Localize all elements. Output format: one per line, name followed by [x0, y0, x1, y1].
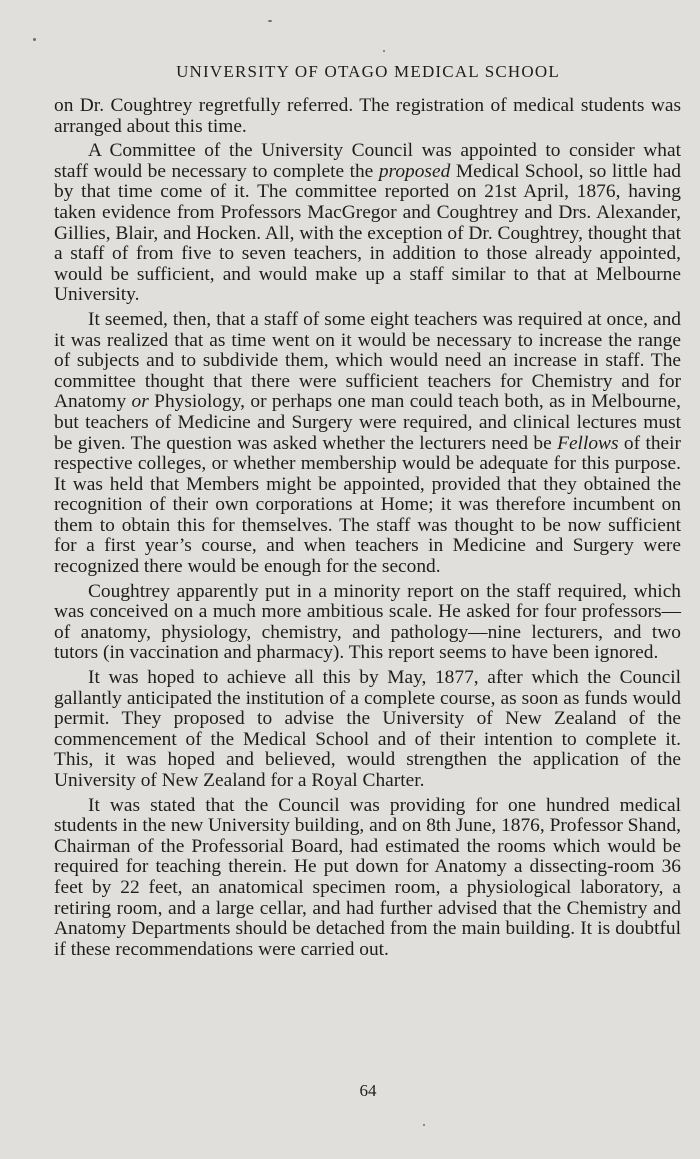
paper-speck: [423, 1124, 425, 1126]
italic-run: proposed: [378, 160, 451, 182]
paper-speck: [383, 50, 385, 52]
text-run: It was hoped to achieve all this by May, 1877, after which the Council gallantly anticipated the institution of a complete course, as soon as funds would permit. They proposed to advise the University of New Zealand of the commencement of the Medical School and of their intention to complete it. This, it was hoped and believed, would strengthen the application of the University of New Zealand for a Royal Charter.: [54, 667, 681, 791]
text-run: Physiology, or perhaps one man could teach both, as in Melbourne, but teachers of Medicine and Surgery were required, and clinical lectures must be given. The question was asked whether the lecturers need be: [54, 391, 682, 454]
text-run: It was stated that the Council was providing for one hundred medical students in the new University building, and on 8th June, 1876, Professor Shand, Chairman of the Professorial Board, had estimated the rooms which would be required for teaching therein. He put down for Anatomy a dissecting-room 36 feet by 22 feet, an anatomical specimen room, a physiological laboratory, a retiring room, and a large cellar, and had further advised that the Chemistry and Anatomy Departments should be detached from the main building. It is doubtful if these recommendations were carried out.: [54, 794, 681, 960]
text-run: A Committee of the University Council was appointed to consider what staff would be necessary to complete the: [54, 140, 681, 182]
paper-speck: [33, 38, 36, 41]
paragraph: [54, 96, 681, 137]
page-number: 64: [359, 1081, 377, 1100]
paragraph: [54, 668, 681, 792]
paragraph: [54, 796, 681, 961]
text-run: It seemed, then, that a staff of some eight teachers was required at once, and it was realized that as time went on it would be necessary to increase the range of subjects and to subdivide them, which would need an increase in staff. The committee thought that there were sufficient teachers for Chemistry and for Anatomy: [54, 308, 681, 413]
paragraph: [54, 141, 681, 306]
paragraph: [54, 582, 681, 664]
paragraph: [54, 310, 681, 578]
text-run: on Dr. Coughtrey regretfully referred. The registration of medical students was arranged about this time.: [54, 95, 681, 137]
italic-run: or: [131, 391, 149, 413]
text-run: Medical School, so little had by that time come of it. The committee reported on 21st April, 1876, having taken evidence from Professors MacGregor and Coughtrey and Drs. Alexander, Gillies, Blair, and Hocken. All, with the exception of Dr. Coughtrey, thought that a staff of from five to seven teachers, in addition to those already appointed, would be sufficient, and would make up a staff similar to that at Melbourne University.: [54, 160, 681, 306]
body-text: [54, 96, 681, 964]
running-head: UNIVERSITY OF OTAGO MEDICAL SCHOOL: [176, 62, 560, 81]
paper-speck: [268, 20, 272, 22]
text-run: of their respective colleges, or whether membership would be adequate for this purpose. It was held that Members might be appointed, provided that they obtained the recognition of their own corporations at Home; it was therefore incumbent on them to obtain this for themselves. The staff was thought to be now sufficient for a first year’s course, and when teachers in Medicine and Surgery were recognized there would be enough for the second.: [54, 432, 681, 578]
italic-run: Fellows: [557, 432, 619, 454]
text-run: Coughtrey apparently put in a minority report on the staff required, which was conceived on a much more ambitious scale. He asked for four professors—of anatomy, physiology, chemistry, and pathology—nine lecturers, and two tutors (in vaccination and pharmacy). This report seems to have been ignored.: [54, 580, 681, 664]
